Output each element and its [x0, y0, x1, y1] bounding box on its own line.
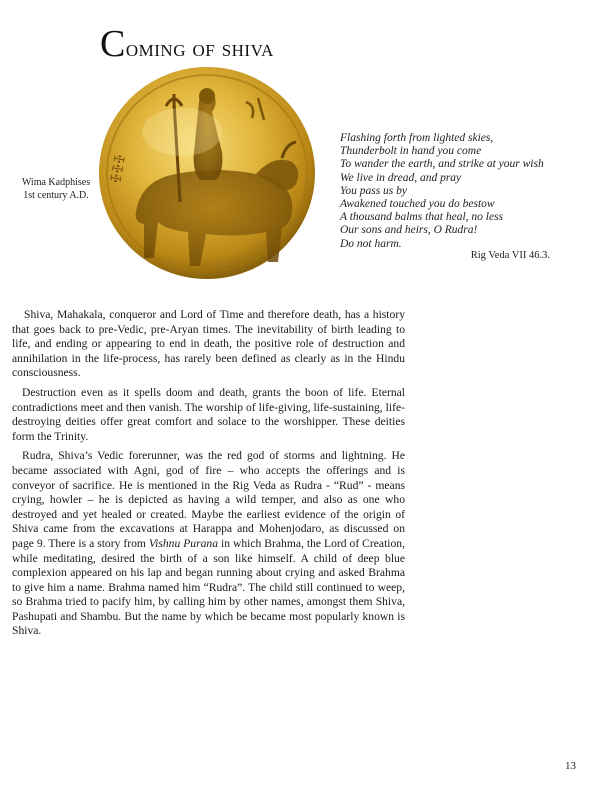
gold-coin-illustration: [96, 62, 318, 284]
poem-line: Flashing forth from lighted skies,: [340, 132, 494, 144]
poem-line: Do not harm.: [340, 237, 402, 250]
book-title: Vishnu Purana: [148, 536, 218, 550]
paragraph: Destruction even as it spells doom and death, grants the boon of life. Eternal contradictions meet and then vanish. The worship of life-giving, life-sustaining, life-destroying deities offer great comfort and solace to the worshipper. These deities form the Trinity.: [12, 385, 405, 443]
poem-line: To wander the earth, and strike at your wish: [340, 158, 544, 171]
poem-citation: Rig Veda VII 46.3.: [470, 250, 550, 261]
coin-caption: [16, 176, 96, 202]
title-first-letter: C: [100, 23, 126, 65]
body-text: [12, 308, 405, 644]
poem-line: Our sons and heirs, O Rudra!: [340, 224, 478, 237]
poem-line: A thousand balms that heal, no less: [340, 211, 504, 224]
poem-verse: [340, 132, 580, 251]
coin-image: [96, 62, 318, 284]
coin-caption-line2: 1st century A.D.: [23, 190, 89, 201]
title-rest: oming of shiva: [125, 36, 274, 62]
paragraph-text: in which Brahma, the Lord of Creation, while meditating, desired the birth of a son like himself. A child of deep blue complexion appeared on his lap and began running about crying and asked Brahma to give him a name. Brahma named him “Rudra”. The child still continued to weep, so Brahma tried to pacify him, by calling him by other names, amongst them Shiva, Pashupati and Shambu. But the name by which be became most popularly known is Shiva.: [12, 536, 406, 638]
paragraph: [12, 449, 405, 639]
paragraph-text: Rudra, Shiva’s Vedic forerunner, was the red god of storms and lightning. He became associated with Agni, god of fire – who accepts the offerings and is conveyor of sacrifice. He is mentioned in the Rig Veda as Rudra - “Rud” - means crying, howler – he is depicted as having a wild temper, and also as one who destroyed and yet healed or created. Maybe the earliest evidence of the origin of Shiva came from the excavations at Harappa and Mohenjodaro, as discussed on page 9. There is a story from: [12, 449, 405, 550]
poem-line: Thunderbolt in hand you come: [340, 145, 482, 158]
page-title: [100, 22, 274, 66]
poem-line: You pass us by: [340, 184, 407, 197]
poem-line: Awakened touched you do bestow: [340, 198, 495, 211]
svg-text:ꔀꔀꔀ: ꔀꔀꔀ: [108, 153, 130, 185]
coin-caption-line1: Wima Kadphises: [21, 177, 91, 188]
page-number: 13: [565, 760, 576, 772]
paragraph: Shiva, Mahakala, conqueror and Lord of Time and therefore death, has a history that goes back to pre-Vedic, pre-Aryan times. The inevitability of birth leading to life, and ending or appearing to end in death, the positive role of destruction and annihilation in the life-process, has rarely been defined as clearly as in the Hindu consciousness.: [12, 308, 405, 380]
poem-line: We live in dread, and pray: [340, 171, 462, 184]
